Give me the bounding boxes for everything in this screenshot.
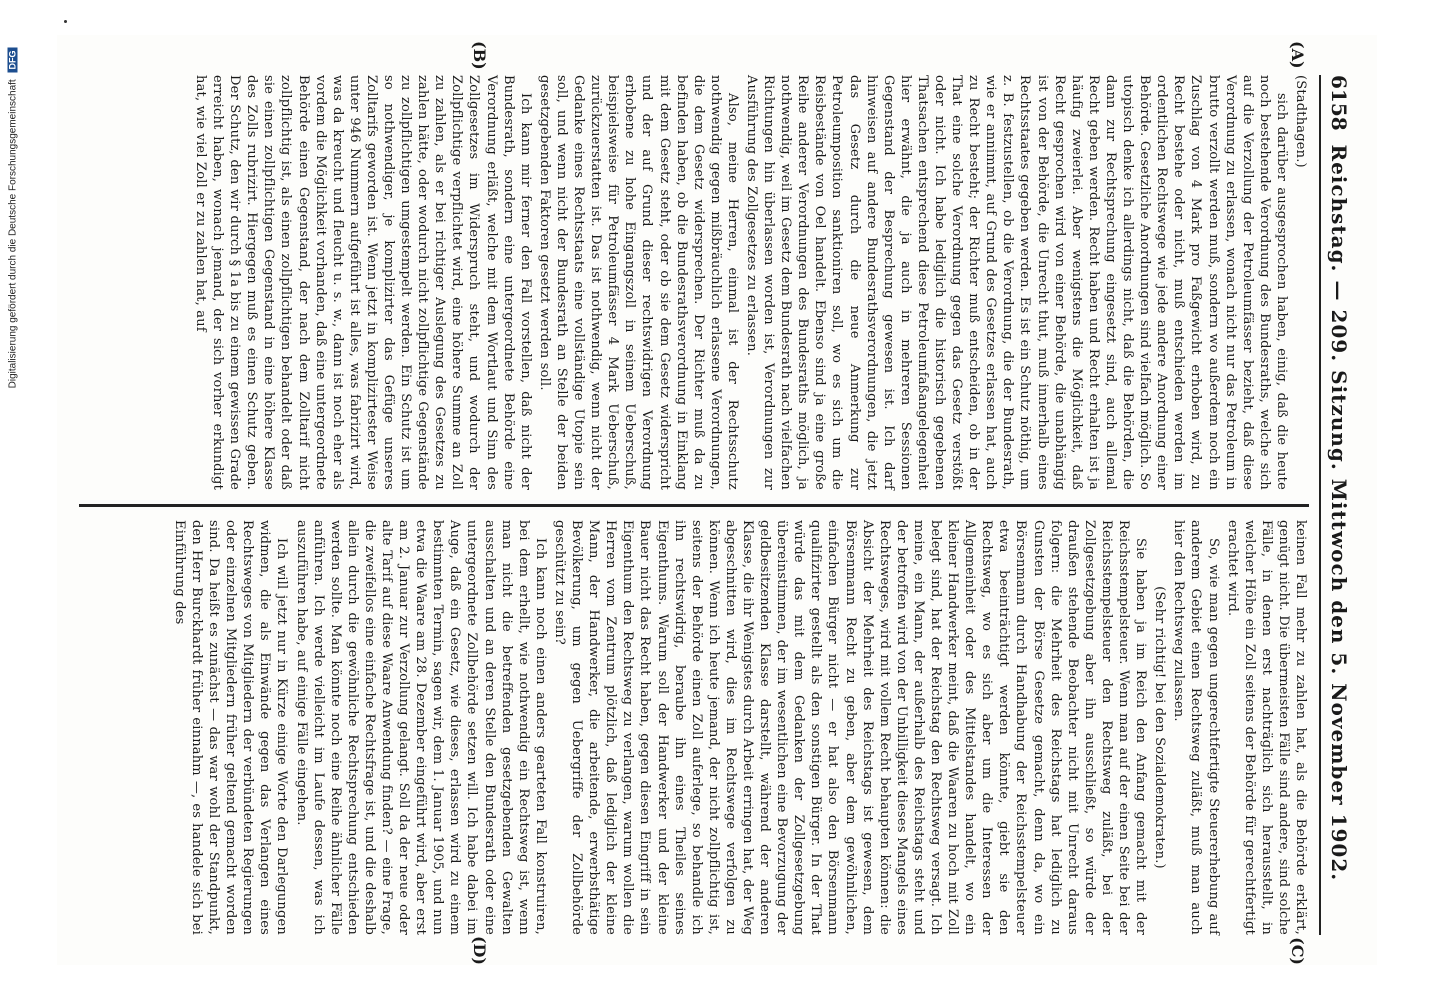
left-column: [79, 41, 1309, 490]
text-columns: [79, 41, 1309, 965]
paragraph: Sie haben ja im Reich den Anfang gemacht mit der Reichsstempelsteuer. Wenn man auf der einen Seite bei der Reichsstempelsteuer den Rechtsweg zuläßt, bei der Zollgesetzgebung aber ihn ausschließt, so würde der draußen stehende Beobachter nicht mit Unrecht daraus folgern: die Mehrheit des Reichstags hat lediglich zu Gunsten der Börse Gesetze gemacht, denn da, wo ein Börsenmann durch Handhabung der Reichsstempelsteuer etwa beeinträchtigt werden könnte, giebt sie den Rechtsweg, wo es sich aber um die Interessen der Allgemeinheit oder des Mittelstandes handelt, wo ein kleiner Handwerker meint, daß die Waaren zu hoch mit Zoll belegt sind, hat der Reichstag den Rechtsweg versagt. Ich meine, ein Mann, der außerhalb des Reichstags steht und der betroffen wird von der Unbilligkeit dieses Mangels eines Rechtsweges, wird mit vollem Recht behaupten können: die Absicht der Mehrheit des Reichstags ist gewesen, dem Börsenmann Recht zu geben, aber dem gewöhnlichen, einfachen Bürger nicht — er hat also den Börsenmann qualifizirter gestellt als den sonstigen Bürger. In der That würde das mit dem Gedanken der Zollgesetzgebung übereinstimmen, der im wesentlichen eine Bevorzugung der geldbesitzenden Klasse darstellt, während der anderen Klasse, die ihr Wenigstes durch Arbeit erringen hat, der Weg abgeschnitten wird, dies im Rechtswege verfolgen zu können. Wenn ich heute jemand, der nicht zollpflichtig ist, seitens der Behörde einen Zoll auferlege, so behandle ich ihn rechtswidrig, beraube ihn eines Theiles seines Eigenthums. Warum soll der Handwerker und der kleine Bauer nicht das Recht haben, gegen diesen Eingriff in sein Eigenthum den Rechtsweg zu verlangen, warum wollen die Herren vom Zentrum plötzlich, daß lediglich der kleine Mann, der Handwerker, die arbeitende, erwerbsthätige Bevölkerung, um gegen Uebergriffe der Zollbehörde geschützt zu sein?: [551, 520, 1149, 935]
margin-marker-a: (A): [1288, 41, 1307, 69]
paragraph: Ich will jetzt nur in Kürze einige Worte den Darlegungen widmen, die als Einwände gegen das Verlangen eines Rechtsweges von Mitgliedern der verbündeten Regierungen oder einzelnen Mitgliedern früher geltend gemacht worden sind. Da heißt es zunächst — das war wohl der Standpunkt, den Herr Burckhardt früher einnahm —, es handele sich bei Einführung des: [171, 520, 290, 935]
margin-marker-b: (B): [470, 41, 489, 70]
paragraph: sich darüber ausgesprochen haben, einig, daß die heute noch bestehende Verordnung des Bundesraths, welche sich auf die Verzollung der Petroleumfässer bezieht, daß diese Verordnung zu erlassen, wonach nicht nur das Petroleum in brutto verzollt werden muß, sondern wo außerdem noch ein Zuschlag von 4 Mark pro Faßgewicht erhoben wird, zu Recht bestehe oder nicht, muß entschieden werden im ordentlichen Rechtswege wie jede andere Anordnung einer Behörde. Gesetzliche Anordnungen sind vielfach möglich. So utopisch denke ich allerdings nicht, daß die Behörden, die dann zur Rechtsprechung eingesetzt sind, auch allemal Recht geben werden. Recht haben und Recht erhalten ist ja häufig zweierlei. Aber wenigstens die Möglichkeit, daß Recht gesprochen wird von einer Behörde, die unabhängig ist von der Behörde, die Unrecht thut, muß innerhalb eines Rechtsstaates gegeben werden. Es ist ein Schutz nöthig, um z. B. festzustellen, ob die Verordnung, die der Bundesrath, wie er annimmt, auf Grund des Gesetzes erlassen hat, auch zu Recht besteht; der Richter muß entscheiden, ob in der That eine solche Verordnung gegen das Gesetz verstößt oder nicht. Ich habe lediglich die historisch gegebenen Thatsachen entsprechend diese Petroleumfaßangelegenheit hier erwähnt, die ja auch in mehreren Sessionen Gegenstand der Besprechung gewesen ist. Ich darf hinweisen auf andere Bundesrathsverordnungen, die jetzt das Gesetz durch die neue Anmerkung zur Petroleumposition sanktioniren soll, wo es sich um die Reisbestände von Oel handelt. Ebenso sind ja eine große Reihe anderer Verordnungen des Bundesraths möglich, ja nothwendig, weil im Gesetz dem Bundesrath nach vielfachen Richtungen hin überlassen worden ist, Verordnungen zur Ausführung des Zollgesetzes zu erlassen.: [744, 75, 1289, 490]
margin-marker-c: (C): [1288, 937, 1307, 965]
document-page: [57, 35, 1377, 965]
paragraph: Also, meine Herren, einmal ist der Rechtsschutz nothwendig gegen mißbräuchlich erlassene Verordnungen, die dem Gesetz widersprechen. Der Richter muß da zu befinden haben, ob die Bundesrathsverordnung in Einklang mit dem Gesetz steht, oder ob sie dem Gesetz widerspricht und der auf Grund dieser rechtswidrigen Verordnung erhobene zu hohe Eingangszoll in seinem Ueberschuß, beispielsweise für Petroleumfässer 4 Mark Ueberschuß, zurückzuerstatten ist. Das ist nothwendig, wenn nicht der Gedanke eines Rechtsstaats eine vollständige Utopie sein soll, und wenn nicht der Bundesrath an Stelle der beiden gesetzgebenden Faktoren gesetzt werden soll.: [536, 75, 740, 490]
dfg-logo-icon: DFG: [8, 48, 18, 73]
paragraph: Ich kann mir ferner den Fall vorstellen, daß nicht der Bundesrath, sondern eine untergeordnete Behörde eine Verordnung erläßt, welche mit dem Wortlaut und Sinn des Zollgesetzes im Widerspruch steht, und wodurch der Zollpflichtige verpflichtet wird, eine höhere Summe an Zoll zu zahlen, als er bei richtiger Auslegung des Gesetzes zu zahlen hätte, oder wodurch nicht zollpflichtige Gegenstände zu zollpflichtigen umgestempelt werden. Ein Schutz ist um so nothwendiger, je komplizirter das Gefüge unseres Zolltarifs geworden ist. Wenn jetzt in komplizirtester Weise unter 946 Nummern aufgeführt ist alles, was fabrizirt wird, was da kreucht und fleucht u. s. w., dann ist noch eher als vordem die Möglichkeit vorhanden, daß eine untergeordnete Behörde einen Gegenstand, der nach dem Zolltarif nicht zollpflichtig ist, als einen zollpflichtigen behandelt oder daß sie einen zollpflichtigen Gegenstand in eine höhere Klasse des Zolls rubrizirt. Hiergegen muß es einen Schutz geben. Der Schutz, den wir durch § 1a bis zu einem gewissen Grade erreicht haben, wonach jemand, der sich vorher erkundigt hat, wie viel Zoll er zu zahlen hat, auf: [193, 75, 533, 490]
margin-marker-d: (D): [470, 935, 489, 965]
digitization-credit: [0, 0, 26, 1000]
page-header: [1319, 75, 1351, 935]
credit-text: Digitalisierung gefördert durch die Deutsche Forschungsgemeinschaft: [7, 79, 19, 389]
column-rule: [79, 504, 1309, 507]
paragraph: Ich kann noch einen anders gearteten Fall konstruiren, bei dem erhellt, wie nothwendig ein Rechtsweg ist, wenn man nicht die betreffenden gesetzgebenden Gewalten ausschalten und an deren Stelle den Bundesrath oder eine untergeordnete Zollbehörde setzen will. Ich habe dabei im Auge, daß ein Gesetz, wie dieses, erlassen wird zu einem bestimmten Termin, sagen wir, dem 1. Januar 1905, und nun etwa die Waare am 28. Dezember eingeführt wird, aber erst am 2. Januar zur Verzollung gelangt. Soll da der neue oder alte Tarif auf diese Waare Anwendung finden? — eine Frage, die zweifellos eine einfache Rechtsfrage ist, und die deshalb allein durch die gewöhnliche Rechtsprechung entschieden werden sollte. Man könnte noch eine Reihe ähnlicher Fälle anführen. Ich werde vielleicht im Laufe dessen, was ich auszuführen habe, auf einige Fälle eingehen.: [293, 520, 548, 935]
interjection: (Sehr richtig! bei den Sozialdemokraten.): [1152, 586, 1168, 869]
scan-speck: [64, 20, 67, 23]
right-column: [79, 520, 1309, 965]
paragraph: keinen Fall mehr zu zahlen hat, als die Behörde erklärt, genügt nicht. Die übermeisten Fälle sind andere, sind solche Fälle, in denen erst nachträglich sich herausstellt, in welcher Höhe ein Zoll seitens der Behörde für gerechtfertigt erachtet wird.: [1224, 520, 1308, 935]
speaker-note: (Stadthagen.): [1293, 75, 1308, 168]
paragraph: So, wie man gegen ungerechtfertigte Steuererhebung auf anderem Gebiet einen Rechtsweg zuläßt, muß man auch hier den Rechtsweg zulassen.: [1171, 520, 1221, 935]
page-title: Reichstag. — 209. Sitzung. Mittwoch den 5. November 1902.: [1327, 144, 1351, 882]
page-number: 6158: [1327, 75, 1351, 131]
